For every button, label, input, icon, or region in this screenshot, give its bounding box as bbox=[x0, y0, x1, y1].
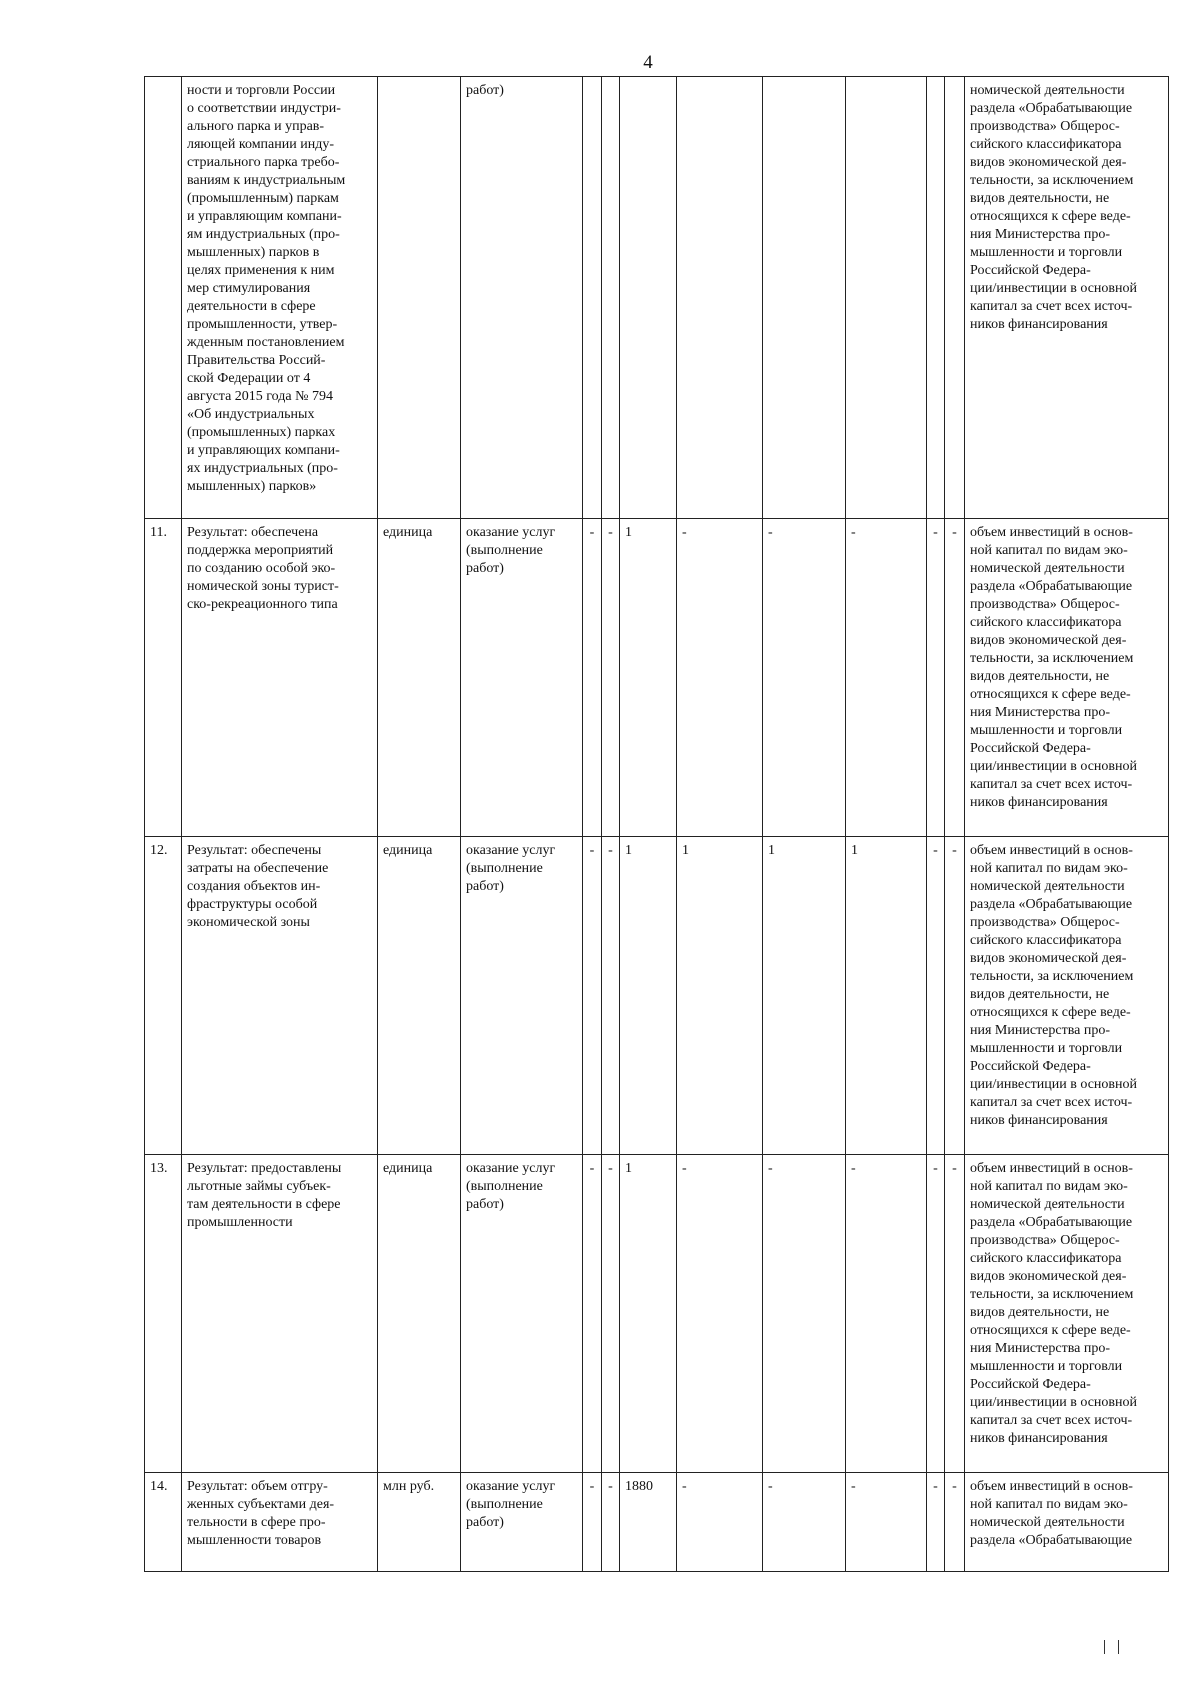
row-number: 14. bbox=[145, 1473, 182, 1572]
value-cell: 1 bbox=[620, 1155, 677, 1473]
table-row bbox=[145, 1473, 1169, 1572]
value-cell: - bbox=[583, 519, 602, 837]
indicator-description: объем инвестиций в основ- ной капитал по видам эко- номической деятельности раздела «Обрабатывающие производства» Общерос- сийского классификатора видов экономической дея- тельности, за исключением видов деятельности, не относящихся к сфере веде- ния Министерства про- мышленности и торговли Российской Федера- ции/инвестиции в основной капитал за счет всех источ- ников финансирования bbox=[965, 1155, 1169, 1473]
value-cell: - bbox=[583, 837, 602, 1155]
value-cell: - bbox=[602, 1155, 620, 1473]
value-cell: - bbox=[927, 1155, 945, 1473]
type-cell: работ) bbox=[461, 77, 583, 519]
row-number bbox=[145, 77, 182, 519]
unit-cell: млн руб. bbox=[378, 1473, 461, 1572]
value-cell: - bbox=[945, 1155, 965, 1473]
indicator-description: объем инвестиций в основ- ной капитал по видам эко- номической деятельности раздела «Обрабатывающие производства» Общерос- сийского классификатора видов экономической дея- тельности, за исключением видов деятельности, не относящихся к сфере веде- ния Министерства про- мышленности и торговли Российской Федера- ции/инвестиции в основной капитал за счет всех источ- ников финансирования bbox=[965, 837, 1169, 1155]
value-cell bbox=[602, 77, 620, 519]
value-cell: - bbox=[763, 519, 846, 837]
value-cell bbox=[945, 77, 965, 519]
value-cell: 1 bbox=[846, 837, 927, 1155]
value-cell: - bbox=[602, 519, 620, 837]
indicator-description: объем инвестиций в основ- ной капитал по видам эко- номической деятельности раздела «Обрабатывающие bbox=[965, 1473, 1169, 1572]
result-description: Результат: обеспечена поддержка мероприятий по созданию особой эко- номической зоны турист- ско-рекреационного типа bbox=[182, 519, 378, 837]
indicator-description: объем инвестиций в основ- ной капитал по видам эко- номической деятельности раздела «Обрабатывающие производства» Общерос- сийского классификатора видов экономической дея- тельности, за исключением видов деятельности, не относящихся к сфере веде- ния Министерства про- мышленности и торговли Российской Федера- ции/инвестиции в основной капитал за счет всех источ- ников финансирования bbox=[965, 519, 1169, 837]
type-cell: оказание услуг (выполнение работ) bbox=[461, 1155, 583, 1473]
page-number: 4 bbox=[643, 52, 653, 73]
result-description: ности и торговли России о соответствии индустри- ального парка и управ- ляющей компании инду- стриального парка требо- ваниям к индустриальным (промышленным) паркам и управляющим компани- ям индустриальных (про- мышленных) парков в целях применения к ним мер стимулирования деятельности в сфере промышленности, утвер- жденным постановлением Правительства Россий- ской Федерации от 4 августа 2015 года № 794 «Об индустриальных (промышленных) парках и управляющих компани- ях индустриальных (про- мышленных) парков» bbox=[182, 77, 378, 519]
result-description: Результат: обеспечены затраты на обеспечение создания объектов ин- фраструктуры особой экономической зоны bbox=[182, 837, 378, 1155]
value-cell: - bbox=[927, 1473, 945, 1572]
value-cell bbox=[583, 77, 602, 519]
row-number: 12. bbox=[145, 837, 182, 1155]
type-cell: оказание услуг (выполнение работ) bbox=[461, 1473, 583, 1572]
row-number: 11. bbox=[145, 519, 182, 837]
value-cell: 1 bbox=[620, 519, 677, 837]
unit-cell: единица bbox=[378, 519, 461, 837]
value-cell: - bbox=[763, 1155, 846, 1473]
value-cell: - bbox=[677, 519, 763, 837]
result-description: Результат: объем отгру- женных субъектами дея- тельности в сфере про- мышленности товаров bbox=[182, 1473, 378, 1572]
table-row bbox=[145, 837, 1169, 1155]
scan-mark bbox=[1104, 1640, 1105, 1654]
value-cell: - bbox=[763, 1473, 846, 1572]
unit-cell: единица bbox=[378, 1155, 461, 1473]
value-cell: - bbox=[583, 1155, 602, 1473]
value-cell: - bbox=[945, 1473, 965, 1572]
value-cell: 1 bbox=[763, 837, 846, 1155]
unit-cell: единица bbox=[378, 837, 461, 1155]
value-cell bbox=[677, 77, 763, 519]
type-cell: оказание услуг (выполнение работ) bbox=[461, 837, 583, 1155]
scan-mark bbox=[1118, 1640, 1119, 1654]
row-number: 13. bbox=[145, 1155, 182, 1473]
value-cell: 1 bbox=[677, 837, 763, 1155]
results-table bbox=[144, 76, 1169, 1572]
value-cell: - bbox=[927, 837, 945, 1155]
value-cell: - bbox=[846, 519, 927, 837]
value-cell: 1880 bbox=[620, 1473, 677, 1572]
value-cell: - bbox=[677, 1473, 763, 1572]
value-cell: - bbox=[846, 1473, 927, 1572]
value-cell: - bbox=[927, 519, 945, 837]
value-cell: - bbox=[945, 837, 965, 1155]
indicator-description: номической деятельности раздела «Обрабатывающие производства» Общерос- сийского классификатора видов экономической дея- тельности, за исключением видов деятельности, не относящихся к сфере веде- ния Министерства про- мышленности и торговли Российской Федера- ции/инвестиции в основной капитал за счет всех источ- ников финансирования bbox=[965, 77, 1169, 519]
table-row bbox=[145, 519, 1169, 837]
table-row bbox=[145, 77, 1169, 519]
type-cell: оказание услуг (выполнение работ) bbox=[461, 519, 583, 837]
value-cell: 1 bbox=[620, 837, 677, 1155]
value-cell bbox=[620, 77, 677, 519]
value-cell: - bbox=[677, 1155, 763, 1473]
value-cell: - bbox=[945, 519, 965, 837]
value-cell bbox=[927, 77, 945, 519]
value-cell: - bbox=[846, 1155, 927, 1473]
result-description: Результат: предоставлены льготные займы субъек- там деятельности в сфере промышленности bbox=[182, 1155, 378, 1473]
value-cell: - bbox=[602, 837, 620, 1155]
value-cell: - bbox=[583, 1473, 602, 1572]
value-cell bbox=[846, 77, 927, 519]
value-cell: - bbox=[602, 1473, 620, 1572]
unit-cell bbox=[378, 77, 461, 519]
value-cell bbox=[763, 77, 846, 519]
table-row bbox=[145, 1155, 1169, 1473]
